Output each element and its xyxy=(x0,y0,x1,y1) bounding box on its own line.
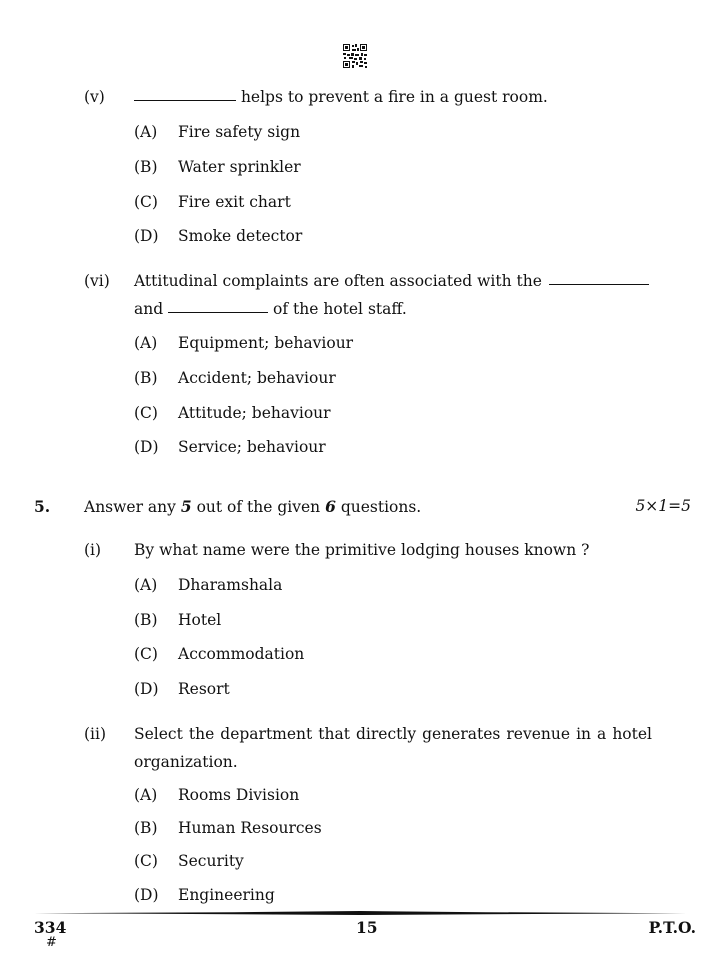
option-text: Service; behaviour xyxy=(178,438,326,456)
instruction-count: 5 xyxy=(180,497,192,516)
option-text: Resort xyxy=(178,680,230,698)
option-text: Dharamshala xyxy=(178,576,283,594)
question-i-text: By what name were the primitive lodging houses known ? xyxy=(134,541,590,559)
option-text: Attitude; behaviour xyxy=(178,404,331,422)
answer-blank xyxy=(168,311,268,313)
question-vi-line2 xyxy=(134,300,407,318)
option-label: (A) xyxy=(134,786,158,804)
option-label: (C) xyxy=(134,852,158,870)
question-5-marks: 5×1=5 xyxy=(635,497,691,515)
option-text: Security xyxy=(178,852,244,870)
instruction-part: Answer any xyxy=(84,498,176,516)
option-text: Water sprinkler xyxy=(178,158,301,176)
question-v-number: (v) xyxy=(84,88,105,106)
option-label: (D) xyxy=(134,438,159,456)
option-label: (A) xyxy=(134,576,158,594)
answer-blank xyxy=(134,99,236,101)
question-vi-and: and xyxy=(134,300,164,318)
option-text: Smoke detector xyxy=(178,227,303,245)
option-text: Accident; behaviour xyxy=(178,369,336,387)
footer-paper-code: 334 xyxy=(34,918,67,937)
question-ii-line2: organization. xyxy=(134,753,238,771)
footer-rule xyxy=(34,911,686,915)
question-i-number: (i) xyxy=(84,541,102,559)
option-label: (B) xyxy=(134,611,158,629)
instruction-part: questions. xyxy=(340,498,422,516)
option-text: Human Resources xyxy=(178,819,322,837)
option-label: (B) xyxy=(134,369,158,387)
question-vi-stem: Attitudinal complaints are often associated with the xyxy=(134,272,542,290)
option-label: (C) xyxy=(134,404,158,422)
question-5-instruction xyxy=(84,497,421,516)
option-label: (D) xyxy=(134,680,159,698)
option-label: (C) xyxy=(134,645,158,663)
option-label: (B) xyxy=(134,819,158,837)
question-vi-number: (vi) xyxy=(84,272,110,290)
option-text: Hotel xyxy=(178,611,222,629)
option-label: (B) xyxy=(134,158,158,176)
option-label: (D) xyxy=(134,886,159,904)
option-text: Rooms Division xyxy=(178,786,300,804)
instruction-part: out of the given xyxy=(196,498,321,516)
option-text: Fire exit chart xyxy=(178,193,291,211)
question-vi-line1 xyxy=(134,272,649,290)
question-v-stem: helps to prevent a fire in a guest room. xyxy=(240,88,548,106)
footer-page-number: 15 xyxy=(356,918,378,937)
question-v-text xyxy=(134,88,548,106)
option-text: Accommodation xyxy=(178,645,305,663)
question-ii-line1: Select the department that directly generates revenue in a hotel xyxy=(134,725,652,743)
question-5-number: 5. xyxy=(34,497,51,516)
option-text: Engineering xyxy=(178,886,275,904)
option-text: Fire safety sign xyxy=(178,123,301,141)
answer-blank xyxy=(549,283,649,285)
option-label: (A) xyxy=(134,334,158,352)
instruction-total: 6 xyxy=(325,497,336,516)
question-vi-tail: of the hotel staff. xyxy=(273,300,407,318)
option-label: (C) xyxy=(134,193,158,211)
footer-pto: P.T.O. xyxy=(648,918,696,937)
option-label: (A) xyxy=(134,123,158,141)
qr-code-icon xyxy=(343,44,367,68)
footer-hash: # xyxy=(46,935,57,950)
option-label: (D) xyxy=(134,227,159,245)
question-ii-number: (ii) xyxy=(84,725,107,743)
option-text: Equipment; behaviour xyxy=(178,334,354,352)
